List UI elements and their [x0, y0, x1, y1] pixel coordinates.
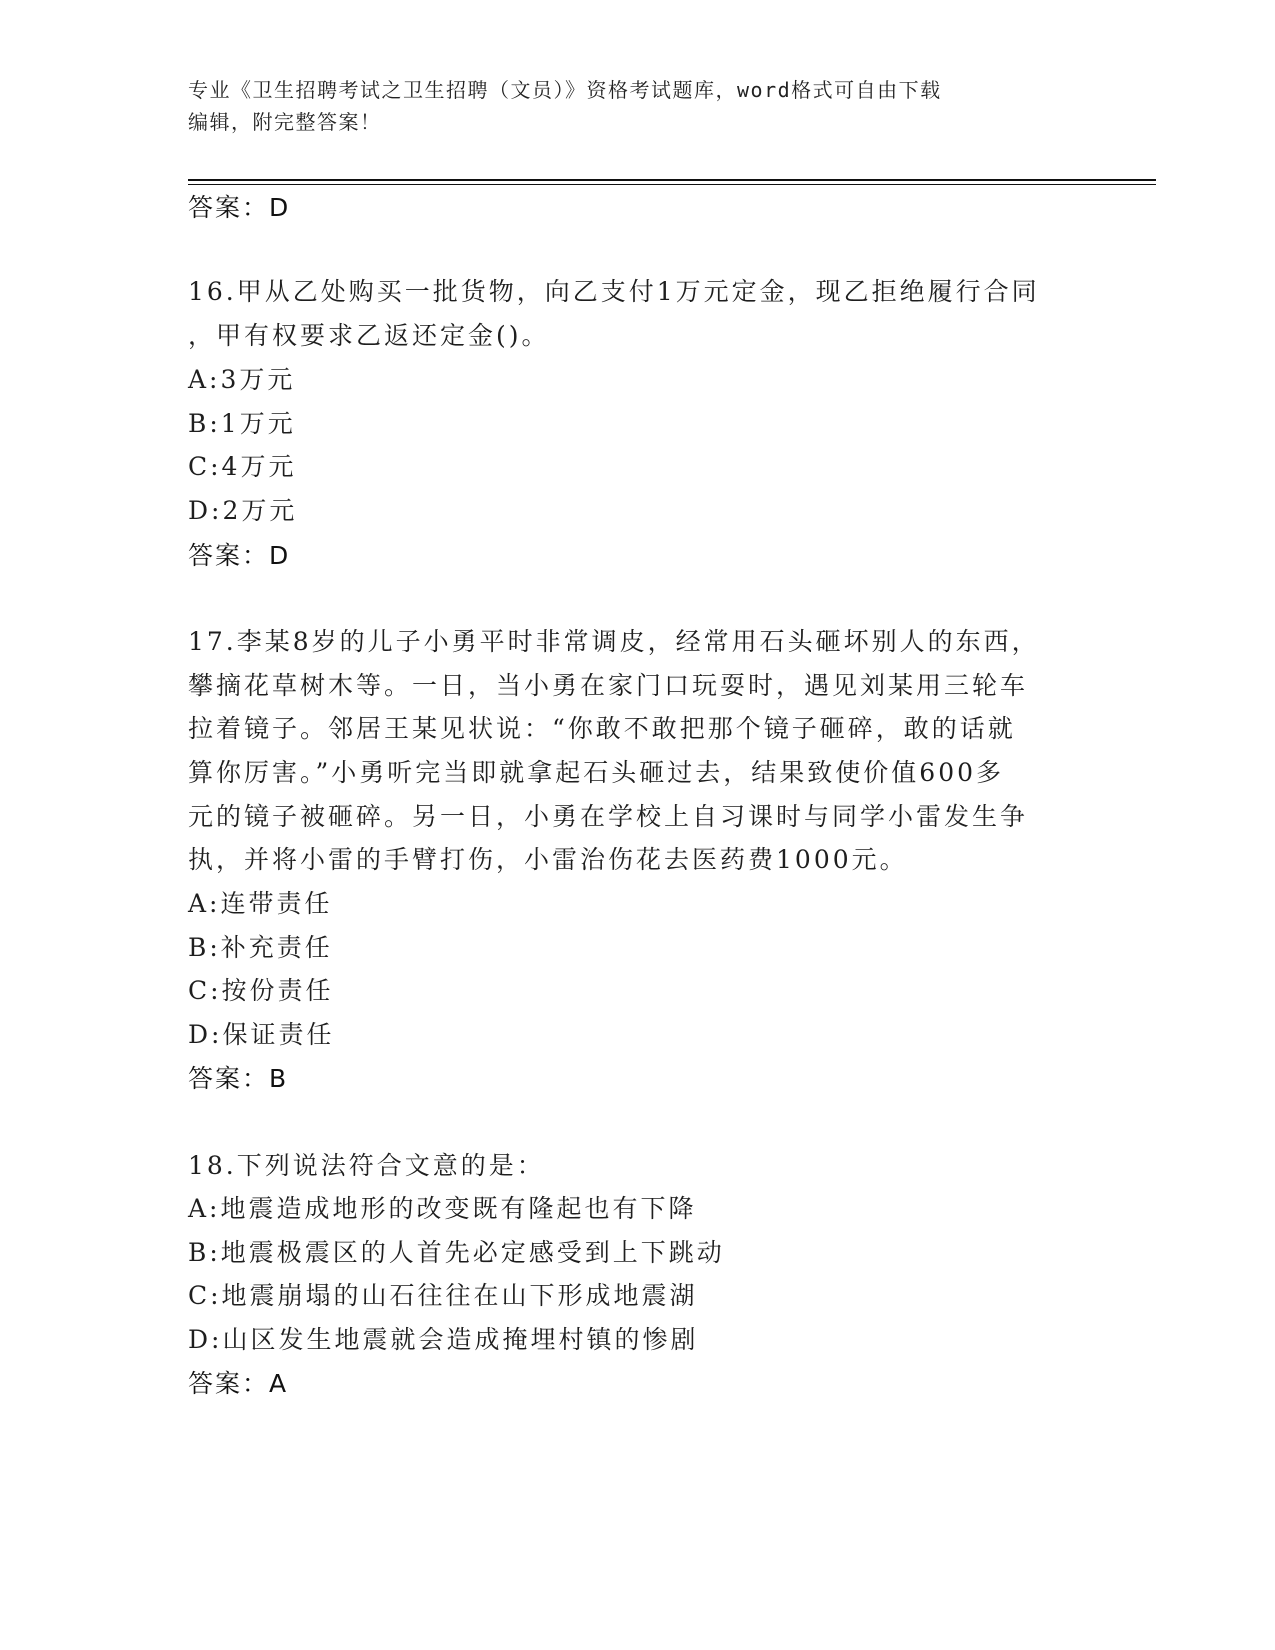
header-divider-thin [188, 184, 1156, 185]
question-stem-line: ，甲有权要求乙返还定金()。 [188, 321, 550, 350]
option-a: A:3万元 [188, 365, 296, 394]
question-stem-line: 17.李某8岁的儿子小勇平时非常调皮，经常用石头砸坏别人的东西， [188, 627, 1040, 656]
question-stem-line: 拉着镜子。邻居王某见状说：“你敢不敢把那个镜子砸碎，敢的话就 [188, 714, 1016, 743]
header-line-1: 专业《卫生招聘考试之卫生招聘（文员）》资格考试题库，word格式可自由下载 [188, 78, 942, 102]
option-a: A:连带责任 [188, 889, 333, 918]
option-c: C:按份责任 [188, 976, 334, 1005]
option-d: D:保证责任 [188, 1020, 335, 1049]
question-stem-line: 攀摘花草树木等。一日，当小勇在家门口玩耍时，遇见刘某用三轮车 [188, 671, 1029, 700]
option-c: C:地震崩塌的山石往往在山下形成地震湖 [188, 1281, 698, 1310]
question-stem-line: 算你厉害。”小勇听完当即就拿起石头砸过去，结果致使价值600多 [188, 758, 1005, 787]
header-line-2: 编辑，附完整答案！ [188, 110, 382, 134]
previous-answer: 答案：D [188, 193, 291, 222]
option-a: A:地震造成地形的改变既有隆起也有下降 [188, 1194, 697, 1223]
question-stem-line: 元的镜子被砸碎。另一日，小勇在学校上自习课时与同学小雷发生争 [188, 802, 1029, 831]
option-c: C:4万元 [188, 452, 297, 481]
question-stem-line: 16.甲从乙处购买一批货物，向乙支付1万元定金，现乙拒绝履行合同 [188, 277, 1040, 306]
answer: 答案：D [188, 541, 291, 570]
question-stem-line: 执，并将小雷的手臂打伤，小雷治伤花去医药费1000元。 [188, 845, 908, 874]
header-divider-thick [188, 179, 1156, 181]
answer: 答案：A [188, 1369, 289, 1398]
option-d: D:山区发生地震就会造成掩埋村镇的惨剧 [188, 1325, 699, 1354]
document-header [188, 74, 1088, 138]
option-b: B:补充责任 [188, 933, 333, 962]
option-b: B:1万元 [188, 409, 296, 438]
answer: 答案：B [188, 1064, 289, 1093]
option-b: B:地震极震区的人首先必定感受到上下跳动 [188, 1238, 725, 1267]
question-stem-line: 18.下列说法符合文意的是： [188, 1151, 545, 1180]
option-d: D:2万元 [188, 496, 298, 525]
